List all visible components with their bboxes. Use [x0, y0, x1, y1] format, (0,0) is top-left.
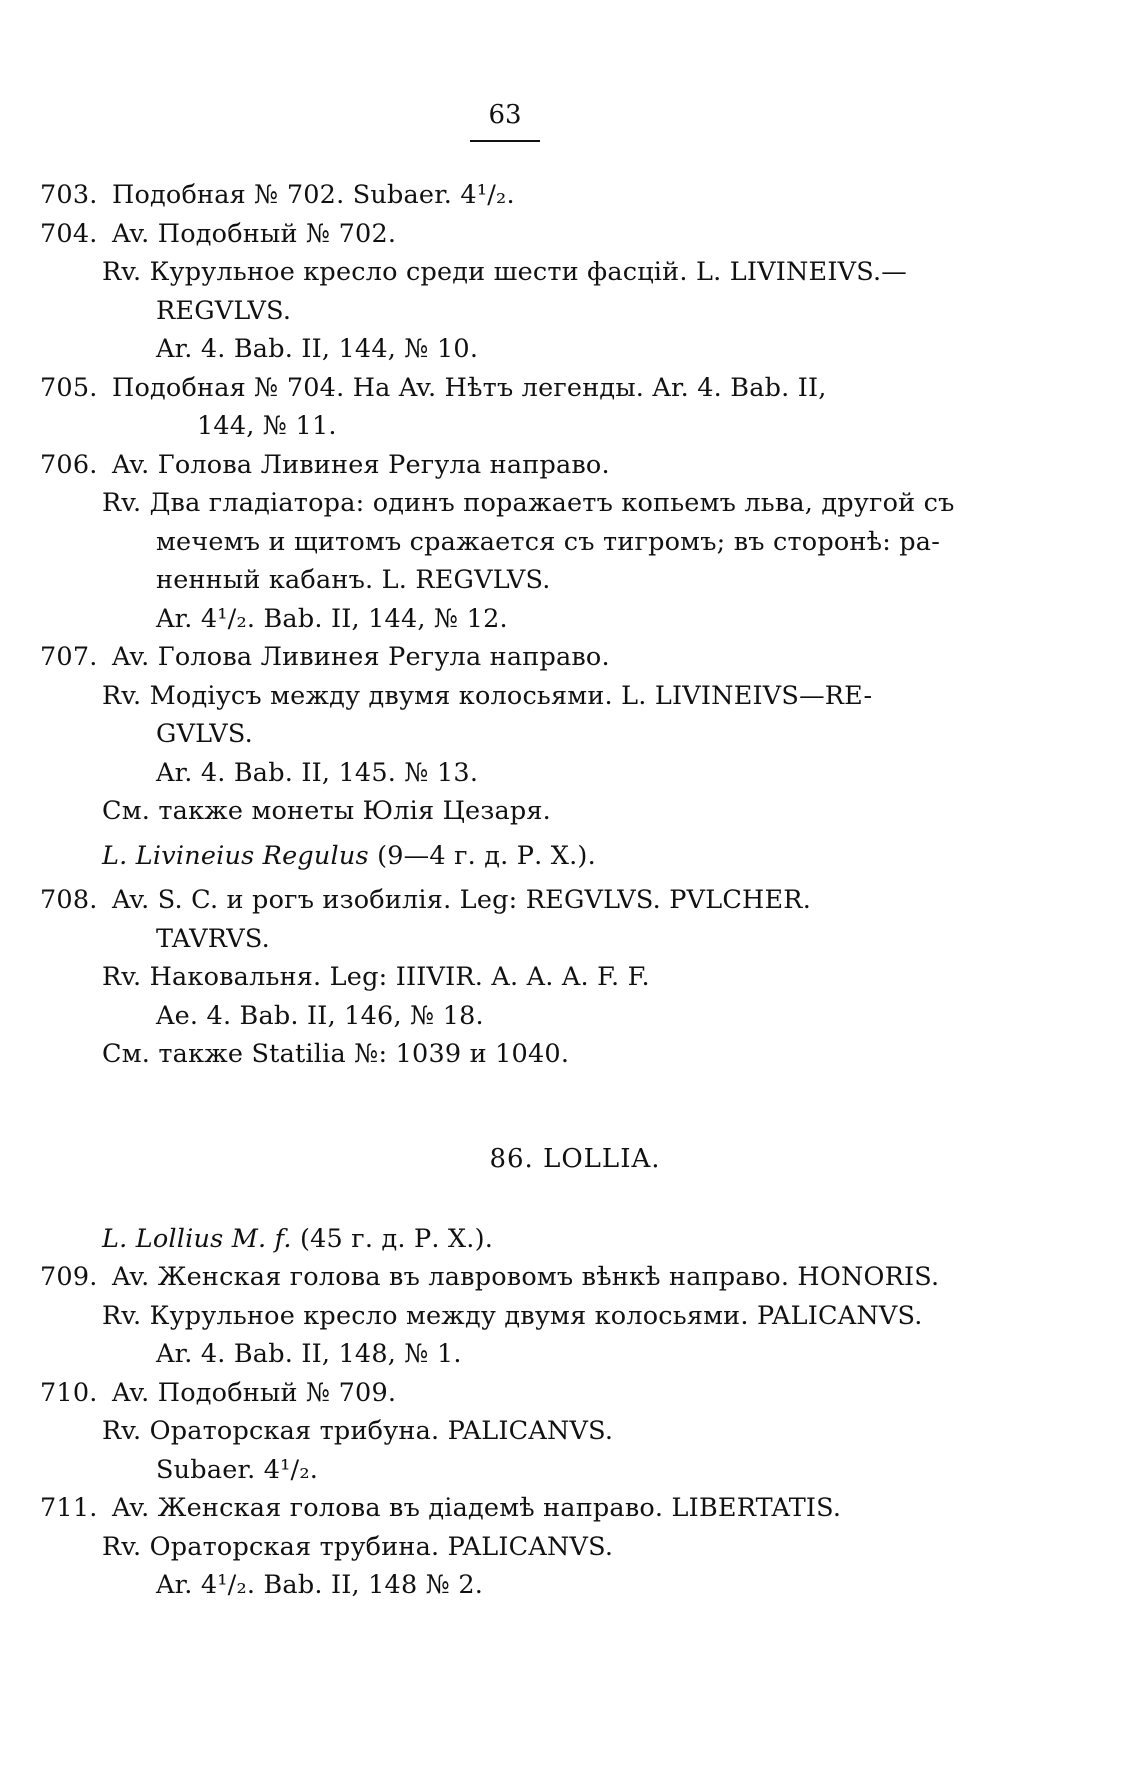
- moneyer-heading: [40, 1220, 1110, 1259]
- continuation-line: TAVRVS.: [156, 923, 270, 954]
- entry-number: 705.: [40, 372, 98, 403]
- entry-number: 708.: [40, 885, 98, 915]
- reference-line: Ar. 4. Bab. II, 144, № 10.: [156, 334, 479, 364]
- entry-text: Av. Подобный № 709.: [112, 1377, 397, 1408]
- entry-text: Av. Женская голова въ лавровомъ вѣнкѣ направо. HONORIS.: [112, 1262, 940, 1292]
- entry-705: [40, 369, 1110, 408]
- entry-711: [40, 1489, 1110, 1528]
- entry-text: Av. Голова Ливинея Регула направо.: [112, 642, 610, 672]
- entry-text: Av. Голова Ливинея Регула направо.: [112, 449, 610, 480]
- reference-line: Ae. 4. Bab. II, 146, № 18.: [156, 1000, 484, 1031]
- moneyer-name: L. Lollius M. f.: [102, 1223, 292, 1254]
- reference-line: Ar. 4. Bab. II, 148, № 1.: [156, 1339, 462, 1369]
- entry-710: [40, 1374, 1110, 1413]
- entry-text: Av. Подобный № 702.: [112, 218, 397, 249]
- entry-709: [40, 1258, 1110, 1297]
- continuation-line: 144, № 11.: [197, 411, 337, 441]
- entry-707: [40, 638, 1110, 677]
- page-number: 63: [488, 100, 522, 130]
- reverse-line: Rv. Наковальня. Leg: IIIVIR. A. A. A. F. F.: [102, 962, 650, 992]
- moneyer-date: (9—4 г. д. Р. X.).: [368, 840, 596, 871]
- entry-text: Подобная № 702. Subaer. 4¹/₂.: [112, 180, 515, 210]
- moneyer-heading: [40, 837, 1110, 876]
- entry-number: 710.: [40, 1377, 98, 1408]
- reference-line: Subaer. 4¹/₂.: [156, 1454, 319, 1485]
- reference-line: Ar. 4¹/₂. Bab. II, 148 № 2.: [156, 1570, 484, 1600]
- entry-708: [40, 881, 1110, 920]
- entry-number: 709.: [40, 1262, 98, 1292]
- reverse-line: Rv. Курульное кресло среди шести фасцій. L. LIVINEIVS.—: [102, 257, 907, 287]
- entry-706: [40, 446, 1110, 485]
- continuation-line: GVLVS.: [156, 719, 253, 749]
- reverse-line: Rv. Модіусъ между двумя колосьями. L. LIVINEIVS—RE-: [102, 680, 873, 711]
- reverse-line: Rv. Курульное кресло между двумя колосьями. PALICANVS.: [102, 1300, 923, 1331]
- reverse-line: Rv. Ораторская трубина. PALICANVS.: [102, 1531, 614, 1562]
- moneyer-name: L. Livineius Regulus: [102, 840, 369, 871]
- continuation-line: мечемъ и щитомъ сражается съ тигромъ; въ сторонѣ: ра-: [156, 526, 941, 557]
- reference-line: Ar. 4. Bab. II, 145. № 13.: [156, 757, 479, 788]
- entry-text: Av. Женская голова въ діадемѣ направо. LIBERTATIS.: [112, 1493, 842, 1523]
- see-also-line: См. также Statilia №: 1039 и 1040.: [102, 1039, 570, 1069]
- entry-text: Подобная № 704. На Av. Нѣтъ легенды. Ar. 4. Bab. II,: [112, 372, 827, 403]
- reverse-line: Rv. Два гладіатора: одинъ поражаетъ копьемъ льва, другой съ: [102, 488, 955, 518]
- catalog-text: [40, 176, 1110, 1605]
- moneyer-date: (45 г. д. Р. X.).: [291, 1223, 494, 1254]
- entry-number: 703.: [40, 180, 98, 210]
- entry-number: 711.: [40, 1493, 98, 1523]
- page-number-rule: [470, 140, 540, 142]
- continuation-line: ненный кабанъ. L. REGVLVS.: [156, 565, 551, 595]
- reverse-line: Rv. Ораторская трибуна. PALICANVS.: [102, 1416, 614, 1446]
- see-also-line: См. также монеты Юлія Цезаря.: [102, 796, 551, 826]
- entry-number: 706.: [40, 449, 98, 480]
- entry-number: 707.: [40, 642, 98, 672]
- section-heading: 86. LOLLIA.: [489, 1143, 661, 1174]
- continuation-line: REGVLVS.: [156, 295, 292, 326]
- entry-number: 704.: [40, 218, 98, 249]
- entry-703: [40, 176, 1110, 215]
- entry-text: Av. S. C. и рогъ изобилія. Leg: REGVLVS. PVLCHER.: [112, 885, 811, 915]
- entry-704: [40, 215, 1110, 254]
- reference-line: Ar. 4¹/₂. Bab. II, 144, № 12.: [156, 603, 508, 634]
